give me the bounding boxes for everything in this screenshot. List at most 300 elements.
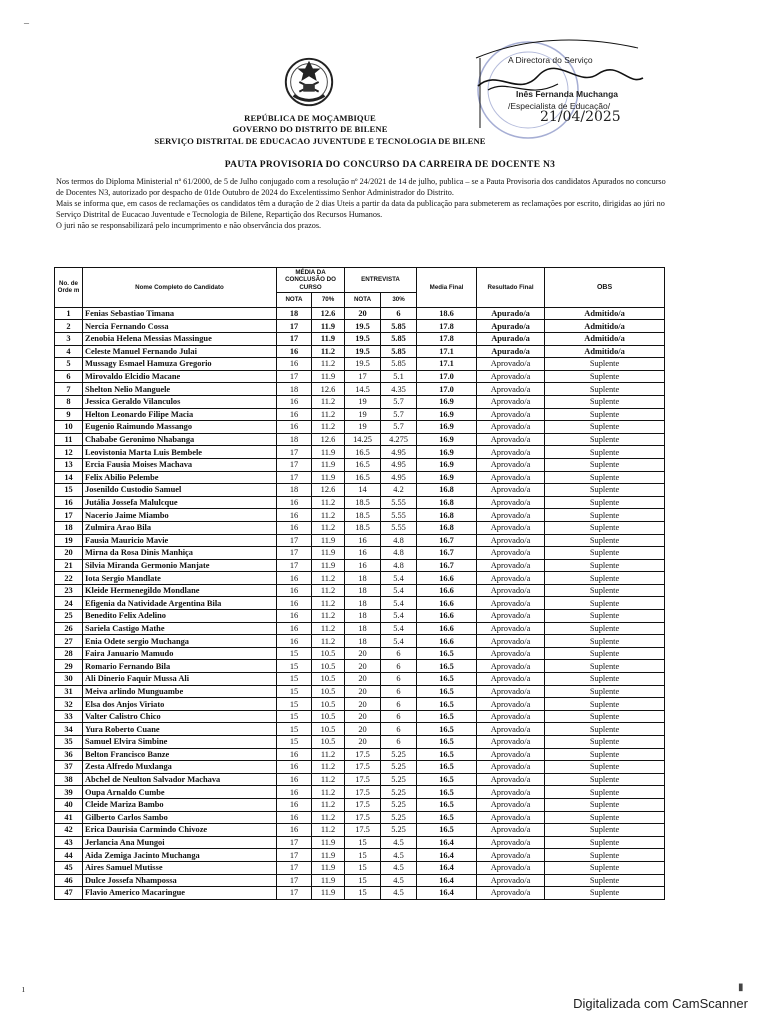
cell-pct70: 11.2 bbox=[312, 521, 345, 534]
cell-nota-media: 16 bbox=[277, 824, 312, 837]
cell-pct70: 11.9 bbox=[312, 446, 345, 459]
cell-pct70: 11.2 bbox=[312, 761, 345, 774]
stamp-title: A Directora do Serviço bbox=[508, 55, 593, 65]
cell-pct30: 5.25 bbox=[381, 811, 417, 824]
cell-order: 44 bbox=[55, 849, 83, 862]
cell-obs: Suplente bbox=[545, 521, 665, 534]
table-row bbox=[55, 484, 665, 497]
cell-order: 11 bbox=[55, 433, 83, 446]
cell-obs: Suplente bbox=[545, 736, 665, 749]
cell-pct30: 6 bbox=[381, 647, 417, 660]
cell-pct70: 11.2 bbox=[312, 584, 345, 597]
cell-nota-media: 16 bbox=[277, 496, 312, 509]
cell-result: Aprovado/a bbox=[477, 534, 545, 547]
cell-media-final: 16.7 bbox=[417, 559, 477, 572]
table-row bbox=[55, 685, 665, 698]
cell-pct30: 5.4 bbox=[381, 584, 417, 597]
cell-pct70: 10.5 bbox=[312, 698, 345, 711]
cell-order: 36 bbox=[55, 748, 83, 761]
table-row bbox=[55, 421, 665, 434]
table-row bbox=[55, 861, 665, 874]
cell-pct30: 5.25 bbox=[381, 773, 417, 786]
cell-name: Zesta Alfredo Muxlanga bbox=[83, 761, 277, 774]
cell-pct70: 11.9 bbox=[312, 320, 345, 333]
cell-nota-media: 17 bbox=[277, 333, 312, 346]
cell-pct30: 6 bbox=[381, 685, 417, 698]
cell-order: 1 bbox=[55, 307, 83, 320]
col-pct70: 70% bbox=[312, 293, 345, 308]
cell-pct30: 4.5 bbox=[381, 836, 417, 849]
cell-pct70: 11.9 bbox=[312, 874, 345, 887]
cell-order: 27 bbox=[55, 635, 83, 648]
cell-order: 31 bbox=[55, 685, 83, 698]
cell-pct70: 10.5 bbox=[312, 736, 345, 749]
results-table-wrapper bbox=[54, 267, 664, 900]
cell-nota-media: 17 bbox=[277, 446, 312, 459]
cell-obs: Suplente bbox=[545, 572, 665, 585]
cell-pct70: 10.5 bbox=[312, 673, 345, 686]
cell-media-final: 16.5 bbox=[417, 710, 477, 723]
cell-pct30: 5.4 bbox=[381, 622, 417, 635]
cell-obs: Suplente bbox=[545, 622, 665, 635]
cell-media-final: 16.9 bbox=[417, 421, 477, 434]
cell-nota-entrevista: 17.5 bbox=[345, 798, 381, 811]
cell-name: Sariela Castigo Mathe bbox=[83, 622, 277, 635]
cell-media-final: 16.5 bbox=[417, 698, 477, 711]
cell-pct30: 5.7 bbox=[381, 421, 417, 434]
scan-edge-mark: ı bbox=[22, 984, 25, 995]
cell-nota-entrevista: 16.5 bbox=[345, 471, 381, 484]
cell-nota-entrevista: 17 bbox=[345, 370, 381, 383]
cell-nota-media: 15 bbox=[277, 660, 312, 673]
cell-result: Aprovado/a bbox=[477, 383, 545, 396]
cell-name: Aida Zemiga Jacinto Muchanga bbox=[83, 849, 277, 862]
cell-media-final: 16.5 bbox=[417, 773, 477, 786]
cell-pct70: 11.9 bbox=[312, 836, 345, 849]
cell-media-final: 16.7 bbox=[417, 534, 477, 547]
table-row bbox=[55, 736, 665, 749]
cell-result: Aprovado/a bbox=[477, 597, 545, 610]
cell-media-final: 16.5 bbox=[417, 685, 477, 698]
cell-obs: Suplente bbox=[545, 673, 665, 686]
table-row bbox=[55, 345, 665, 358]
page-title: PAUTA PROVISORIA DO CONCURSO DA CARREIRA DE DOCENTE N3 bbox=[224, 160, 556, 170]
cell-pct30: 4.95 bbox=[381, 471, 417, 484]
cell-nota-media: 16 bbox=[277, 345, 312, 358]
cell-order: 39 bbox=[55, 786, 83, 799]
cell-pct70: 11.2 bbox=[312, 496, 345, 509]
table-row bbox=[55, 433, 665, 446]
cell-result: Aprovado/a bbox=[477, 874, 545, 887]
cell-nota-entrevista: 20 bbox=[345, 685, 381, 698]
cell-pct70: 12.6 bbox=[312, 433, 345, 446]
national-emblem-icon bbox=[280, 53, 338, 111]
cell-name: Faira Januario Mamudo bbox=[83, 647, 277, 660]
cell-nota-media: 17 bbox=[277, 874, 312, 887]
cell-media-final: 16.6 bbox=[417, 572, 477, 585]
cell-obs: Suplente bbox=[545, 471, 665, 484]
cell-media-final: 17.0 bbox=[417, 383, 477, 396]
cell-order: 4 bbox=[55, 345, 83, 358]
cell-obs: Suplente bbox=[545, 559, 665, 572]
table-row bbox=[55, 496, 665, 509]
cell-name: Felix Abilio Pelembe bbox=[83, 471, 277, 484]
cell-media-final: 17.1 bbox=[417, 345, 477, 358]
cell-nota-entrevista: 20 bbox=[345, 660, 381, 673]
cell-result: Aprovado/a bbox=[477, 446, 545, 459]
cell-order: 41 bbox=[55, 811, 83, 824]
cell-nota-media: 16 bbox=[277, 761, 312, 774]
cell-nota-media: 16 bbox=[277, 798, 312, 811]
cell-name: Fausia Mauricio Mavie bbox=[83, 534, 277, 547]
cell-result: Aprovado/a bbox=[477, 421, 545, 434]
cell-pct30: 5.85 bbox=[381, 333, 417, 346]
cell-name: Efigenia da Natividade Argentina Bila bbox=[83, 597, 277, 610]
cell-order: 6 bbox=[55, 370, 83, 383]
cell-pct30: 5.4 bbox=[381, 635, 417, 648]
table-row bbox=[55, 723, 665, 736]
results-table bbox=[54, 267, 665, 900]
stamp-role: /Especialista de Educação/ bbox=[508, 101, 611, 111]
intro-paragraph: O juri não se responsabilizará pelo incumprimento e não observância dos prazos. bbox=[56, 221, 322, 230]
cell-name: Fenias Sebastiao Timana bbox=[83, 307, 277, 320]
cell-obs: Suplente bbox=[545, 647, 665, 660]
cell-obs: Suplente bbox=[545, 610, 665, 623]
cell-nota-entrevista: 19.5 bbox=[345, 333, 381, 346]
cell-name: Elsa dos Anjos Viriato bbox=[83, 698, 277, 711]
cell-obs: Suplente bbox=[545, 496, 665, 509]
cell-obs: Suplente bbox=[545, 811, 665, 824]
cell-pct30: 6 bbox=[381, 673, 417, 686]
cell-pct70: 11.9 bbox=[312, 534, 345, 547]
cell-nota-entrevista: 18 bbox=[345, 597, 381, 610]
cell-order: 18 bbox=[55, 521, 83, 534]
cell-nota-media: 16 bbox=[277, 358, 312, 371]
cell-nota-entrevista: 14.25 bbox=[345, 433, 381, 446]
cell-result: Aprovado/a bbox=[477, 811, 545, 824]
cell-nota-entrevista: 19 bbox=[345, 421, 381, 434]
cell-nota-entrevista: 17.5 bbox=[345, 773, 381, 786]
cell-media-final: 16.5 bbox=[417, 811, 477, 824]
cell-nota-entrevista: 15 bbox=[345, 849, 381, 862]
table-row bbox=[55, 446, 665, 459]
cell-pct30: 4.5 bbox=[381, 874, 417, 887]
cell-order: 17 bbox=[55, 509, 83, 522]
col-nota-media: NOTA bbox=[277, 293, 312, 308]
cell-obs: Suplente bbox=[545, 383, 665, 396]
cell-obs: Suplente bbox=[545, 849, 665, 862]
cell-name: Eugenio Raimundo Massango bbox=[83, 421, 277, 434]
cell-result: Apurado/a bbox=[477, 320, 545, 333]
cell-nota-media: 16 bbox=[277, 786, 312, 799]
cell-result: Aprovado/a bbox=[477, 849, 545, 862]
cell-order: 16 bbox=[55, 496, 83, 509]
table-row bbox=[55, 307, 665, 320]
cell-result: Aprovado/a bbox=[477, 660, 545, 673]
cell-nota-media: 16 bbox=[277, 597, 312, 610]
cell-media-final: 17.8 bbox=[417, 320, 477, 333]
cell-obs: Suplente bbox=[545, 786, 665, 799]
cell-pct30: 5.7 bbox=[381, 395, 417, 408]
cell-nota-media: 16 bbox=[277, 584, 312, 597]
cell-pct70: 12.6 bbox=[312, 307, 345, 320]
cell-media-final: 16.5 bbox=[417, 647, 477, 660]
cell-nota-entrevista: 18 bbox=[345, 584, 381, 597]
cell-name: Flavio Americo Macaringue bbox=[83, 887, 277, 900]
cell-pct30: 6 bbox=[381, 736, 417, 749]
table-row bbox=[55, 660, 665, 673]
cell-name: Helton Leonardo Filipe Macia bbox=[83, 408, 277, 421]
table-row bbox=[55, 458, 665, 471]
cell-order: 42 bbox=[55, 824, 83, 837]
cell-nota-media: 18 bbox=[277, 433, 312, 446]
table-row bbox=[55, 358, 665, 371]
table-row bbox=[55, 534, 665, 547]
cell-nota-entrevista: 15 bbox=[345, 861, 381, 874]
cell-nota-media: 17 bbox=[277, 320, 312, 333]
cell-pct30: 5.55 bbox=[381, 509, 417, 522]
cell-pct30: 4.35 bbox=[381, 383, 417, 396]
cell-result: Aprovado/a bbox=[477, 887, 545, 900]
cell-nota-entrevista: 14.5 bbox=[345, 383, 381, 396]
cell-media-final: 16.5 bbox=[417, 761, 477, 774]
cell-result: Aprovado/a bbox=[477, 547, 545, 560]
cell-order: 2 bbox=[55, 320, 83, 333]
cell-nota-entrevista: 20 bbox=[345, 307, 381, 320]
cell-nota-entrevista: 16 bbox=[345, 534, 381, 547]
cell-name: Cleide Mariza Bambo bbox=[83, 798, 277, 811]
cell-name: Meiva arlindo Munguambe bbox=[83, 685, 277, 698]
cell-pct70: 11.9 bbox=[312, 559, 345, 572]
cell-pct70: 11.2 bbox=[312, 597, 345, 610]
cell-order: 10 bbox=[55, 421, 83, 434]
cell-nota-media: 16 bbox=[277, 622, 312, 635]
cell-obs: Admitido/a bbox=[545, 333, 665, 346]
cell-pct70: 11.9 bbox=[312, 849, 345, 862]
cell-obs: Suplente bbox=[545, 509, 665, 522]
col-order: No. de Orde m bbox=[55, 268, 83, 308]
cell-pct70: 11.2 bbox=[312, 572, 345, 585]
cell-pct30: 4.5 bbox=[381, 861, 417, 874]
cell-pct70: 11.9 bbox=[312, 458, 345, 471]
cell-nota-media: 17 bbox=[277, 547, 312, 560]
table-row bbox=[55, 547, 665, 560]
table-row bbox=[55, 748, 665, 761]
cell-media-final: 16.9 bbox=[417, 458, 477, 471]
cell-media-final: 16.9 bbox=[417, 471, 477, 484]
cell-obs: Suplente bbox=[545, 761, 665, 774]
cell-result: Aprovado/a bbox=[477, 647, 545, 660]
cell-order: 29 bbox=[55, 660, 83, 673]
cell-obs: Suplente bbox=[545, 710, 665, 723]
cell-name: Kleide Hermenegildo Mondlane bbox=[83, 584, 277, 597]
cell-pct70: 10.5 bbox=[312, 723, 345, 736]
table-row bbox=[55, 836, 665, 849]
cell-name: Shelton Nelio Manguele bbox=[83, 383, 277, 396]
table-row bbox=[55, 383, 665, 396]
cell-obs: Suplente bbox=[545, 748, 665, 761]
table-row bbox=[55, 761, 665, 774]
col-final: Media Final bbox=[417, 268, 477, 308]
cell-nota-media: 17 bbox=[277, 534, 312, 547]
cell-nota-entrevista: 18.5 bbox=[345, 496, 381, 509]
table-row bbox=[55, 471, 665, 484]
cell-nota-media: 15 bbox=[277, 710, 312, 723]
cell-pct70: 11.2 bbox=[312, 610, 345, 623]
cell-name: Zulmira Arao Bila bbox=[83, 521, 277, 534]
cell-media-final: 16.5 bbox=[417, 673, 477, 686]
cell-pct30: 4.95 bbox=[381, 458, 417, 471]
cell-pct70: 11.2 bbox=[312, 748, 345, 761]
cell-name: Leovistonia Marta Luis Bembele bbox=[83, 446, 277, 459]
cell-pct70: 11.2 bbox=[312, 622, 345, 635]
cell-result: Aprovado/a bbox=[477, 824, 545, 837]
cell-pct70: 11.2 bbox=[312, 786, 345, 799]
cell-name: Chababe Geronimo Nhabanga bbox=[83, 433, 277, 446]
cell-pct30: 4.8 bbox=[381, 547, 417, 560]
table-row bbox=[55, 773, 665, 786]
cell-nota-media: 16 bbox=[277, 773, 312, 786]
cell-nota-entrevista: 20 bbox=[345, 710, 381, 723]
cell-media-final: 16.8 bbox=[417, 484, 477, 497]
cell-pct70: 11.2 bbox=[312, 509, 345, 522]
cell-pct30: 6 bbox=[381, 723, 417, 736]
cell-name: Dulce Jossefa Nhampossa bbox=[83, 874, 277, 887]
cell-media-final: 16.8 bbox=[417, 521, 477, 534]
cell-media-final: 16.6 bbox=[417, 610, 477, 623]
cell-result: Apurado/a bbox=[477, 345, 545, 358]
cell-nota-entrevista: 18.5 bbox=[345, 509, 381, 522]
header-government: GOVERNO DO DISTRITO DE BILENE bbox=[232, 124, 388, 134]
cell-pct70: 11.2 bbox=[312, 773, 345, 786]
cell-nota-media: 15 bbox=[277, 647, 312, 660]
cell-name: Jutália Jossefa Malulcque bbox=[83, 496, 277, 509]
cell-order: 47 bbox=[55, 887, 83, 900]
cell-pct70: 12.6 bbox=[312, 383, 345, 396]
cell-obs: Suplente bbox=[545, 458, 665, 471]
cell-name: Nercia Fernando Cossa bbox=[83, 320, 277, 333]
cell-order: 8 bbox=[55, 395, 83, 408]
cell-obs: Admitido/a bbox=[545, 320, 665, 333]
cell-nota-media: 15 bbox=[277, 685, 312, 698]
table-row bbox=[55, 849, 665, 862]
cell-nota-entrevista: 18 bbox=[345, 622, 381, 635]
cell-pct30: 6 bbox=[381, 698, 417, 711]
cell-name: Belton Francisco Banze bbox=[83, 748, 277, 761]
cell-nota-media: 15 bbox=[277, 673, 312, 686]
cell-media-final: 16.4 bbox=[417, 849, 477, 862]
cell-nota-entrevista: 19.5 bbox=[345, 320, 381, 333]
cell-pct30: 5.7 bbox=[381, 408, 417, 421]
cell-nota-media: 17 bbox=[277, 887, 312, 900]
cell-result: Apurado/a bbox=[477, 307, 545, 320]
cell-result: Aprovado/a bbox=[477, 408, 545, 421]
cell-nota-entrevista: 16 bbox=[345, 559, 381, 572]
cell-media-final: 18.6 bbox=[417, 307, 477, 320]
cell-order: 38 bbox=[55, 773, 83, 786]
cell-media-final: 16.6 bbox=[417, 584, 477, 597]
table-row bbox=[55, 798, 665, 811]
cell-name: Erica Daurisia Carmindo Chivoze bbox=[83, 824, 277, 837]
col-name: Nome Completo do Candidato bbox=[83, 268, 277, 308]
cell-order: 35 bbox=[55, 736, 83, 749]
cell-media-final: 16.9 bbox=[417, 395, 477, 408]
table-row bbox=[55, 635, 665, 648]
cell-order: 3 bbox=[55, 333, 83, 346]
cell-name: Iota Sergio Mandlate bbox=[83, 572, 277, 585]
cell-nota-entrevista: 19 bbox=[345, 395, 381, 408]
cell-obs: Suplente bbox=[545, 484, 665, 497]
cell-nota-entrevista: 18.5 bbox=[345, 521, 381, 534]
cell-nota-entrevista: 17.5 bbox=[345, 748, 381, 761]
cell-nota-media: 15 bbox=[277, 698, 312, 711]
cell-media-final: 16.9 bbox=[417, 433, 477, 446]
cell-result: Aprovado/a bbox=[477, 370, 545, 383]
cell-obs: Suplente bbox=[545, 887, 665, 900]
cell-media-final: 16.5 bbox=[417, 824, 477, 837]
cell-nota-media: 15 bbox=[277, 723, 312, 736]
cell-order: 23 bbox=[55, 584, 83, 597]
cell-nota-entrevista: 19.5 bbox=[345, 358, 381, 371]
cell-name: Jessica Geraldo Vilanculos bbox=[83, 395, 277, 408]
cell-media-final: 16.4 bbox=[417, 887, 477, 900]
cell-order: 9 bbox=[55, 408, 83, 421]
cell-order: 24 bbox=[55, 597, 83, 610]
cell-pct30: 5.25 bbox=[381, 786, 417, 799]
cell-pct30: 5.85 bbox=[381, 358, 417, 371]
cell-media-final: 16.5 bbox=[417, 798, 477, 811]
cell-order: 26 bbox=[55, 622, 83, 635]
cell-order: 5 bbox=[55, 358, 83, 371]
col-nota-entrevista: NOTA bbox=[345, 293, 381, 308]
cell-name: Mirovaldo Elcidio Macane bbox=[83, 370, 277, 383]
table-row bbox=[55, 370, 665, 383]
cell-media-final: 16.4 bbox=[417, 861, 477, 874]
cell-result: Aprovado/a bbox=[477, 471, 545, 484]
cell-pct30: 5.25 bbox=[381, 761, 417, 774]
cell-name: Ali Dinerio Faquir Mussa Ali bbox=[83, 673, 277, 686]
cell-nota-media: 16 bbox=[277, 408, 312, 421]
cell-pct70: 11.2 bbox=[312, 421, 345, 434]
cell-order: 7 bbox=[55, 383, 83, 396]
cell-media-final: 16.4 bbox=[417, 874, 477, 887]
cell-pct70: 11.9 bbox=[312, 887, 345, 900]
header-republic: REPÚBLICA DE MOÇAMBIQUE bbox=[244, 113, 376, 123]
cell-media-final: 16.6 bbox=[417, 622, 477, 635]
table-row bbox=[55, 597, 665, 610]
cell-obs: Suplente bbox=[545, 584, 665, 597]
table-row bbox=[55, 610, 665, 623]
intro-text bbox=[56, 176, 666, 231]
cell-pct70: 11.2 bbox=[312, 811, 345, 824]
cell-nota-media: 16 bbox=[277, 572, 312, 585]
table-row bbox=[55, 509, 665, 522]
cell-obs: Suplente bbox=[545, 773, 665, 786]
cell-nota-entrevista: 14 bbox=[345, 484, 381, 497]
table-row bbox=[55, 673, 665, 686]
col-result: Resultado Final bbox=[477, 268, 545, 308]
cell-pct30: 5.25 bbox=[381, 824, 417, 837]
table-row bbox=[55, 572, 665, 585]
scan-edge-mark: ▮ bbox=[738, 982, 744, 993]
cell-order: 37 bbox=[55, 761, 83, 774]
cell-media-final: 17.1 bbox=[417, 358, 477, 371]
cell-nota-entrevista: 16.5 bbox=[345, 458, 381, 471]
cell-pct30: 5.1 bbox=[381, 370, 417, 383]
cell-result: Aprovado/a bbox=[477, 673, 545, 686]
cell-media-final: 16.5 bbox=[417, 786, 477, 799]
cell-obs: Suplente bbox=[545, 534, 665, 547]
